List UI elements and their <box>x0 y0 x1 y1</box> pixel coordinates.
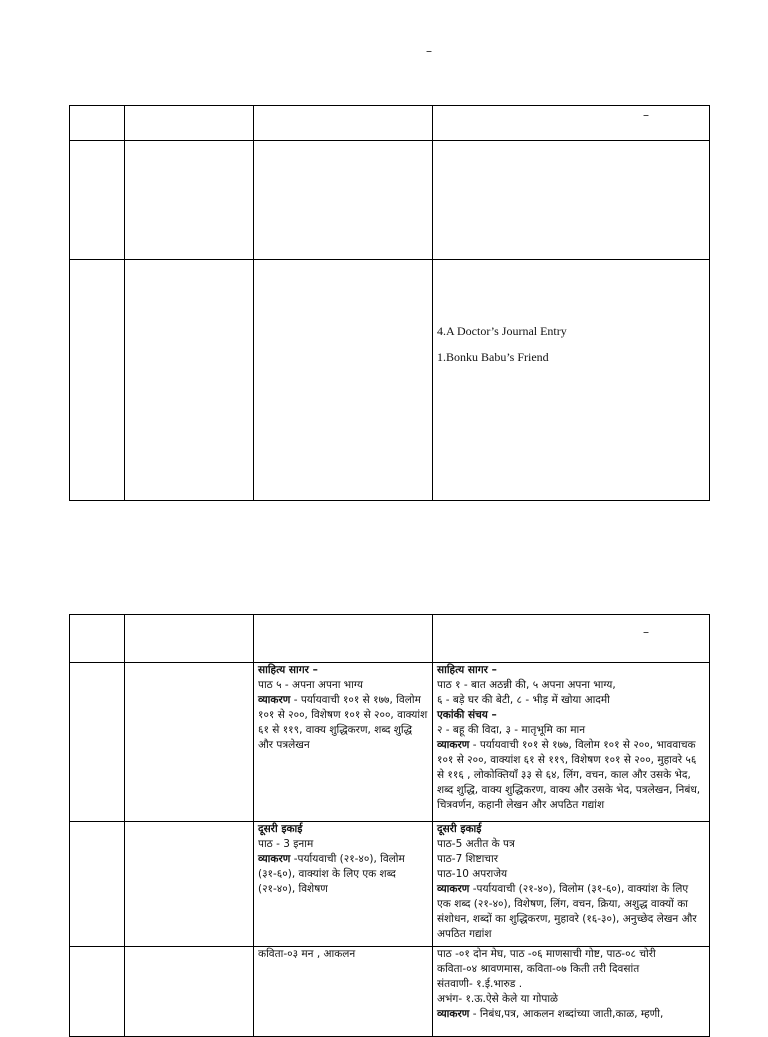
grammar-text: - निबंध,पत्र, आकलन शब्दांच्या जाती,काळ, म्हणी, <box>469 1008 664 1020</box>
lesson-line: कविता-०३ मन , आकलन <box>258 948 356 960</box>
syllabus-table-1 <box>69 105 710 501</box>
section-heading: दूसरी इकाई <box>258 823 303 835</box>
lesson-line: पाठ - 3 इनाम <box>258 838 314 850</box>
table-row <box>70 260 710 501</box>
table-cell <box>125 141 254 260</box>
page-top-dash: – <box>426 44 432 58</box>
section-heading: साहित्य सागर – <box>258 664 318 676</box>
table-cell <box>125 663 254 822</box>
lesson-line: पाठ-7 शिष्टाचार <box>437 853 498 865</box>
lesson-line: ६ - बड़े घर की बेटी, ८ - भीड़ में खोया आदमी <box>437 694 610 706</box>
lesson-item: 4.A Doctor’s Journal Entry <box>437 324 567 338</box>
table-cell <box>254 106 433 141</box>
table-cell <box>125 106 254 141</box>
table-cell <box>70 822 125 947</box>
section-subheading: एकांकी संचय – <box>437 709 497 721</box>
marathi-col4-cell <box>433 947 710 1037</box>
table-cell <box>254 260 433 501</box>
table-cell <box>70 106 125 141</box>
table-cell <box>254 615 433 663</box>
table-row <box>70 947 710 1037</box>
grammar-label: व्याकरण <box>437 1008 470 1020</box>
table-cell <box>254 141 433 260</box>
table-cell <box>125 260 254 501</box>
english-lessons-cell <box>433 260 710 501</box>
hindi-unit2-full-cell <box>433 822 710 947</box>
grammar-line <box>437 1007 705 1022</box>
syllabus-table-2 <box>69 614 710 1037</box>
table-row <box>70 141 710 260</box>
grammar-label: व्याकरण <box>437 883 470 895</box>
section-heading: दूसरी इकाई <box>437 823 482 835</box>
table-cell <box>125 615 254 663</box>
grammar-text: -पर्यायवाची (२१-४०), विलोम (३१-६०), वाक्यांश के लिए एक शब्द (२१-४०), विशेषण <box>258 853 405 895</box>
table-cell <box>70 141 125 260</box>
lesson-line: पाठ -०१ दोन मेघ, पाठ -०६ माणसाची गोष्ट, पाठ-०८ चोरी <box>437 948 656 960</box>
lesson-item: 1.Bonku Babu’s Friend <box>437 350 549 364</box>
table-header-row <box>70 615 710 663</box>
table-row <box>70 663 710 822</box>
grammar-label: व्याकरण <box>437 739 470 751</box>
table-row <box>70 822 710 947</box>
section-heading: साहित्य सागर – <box>437 664 497 676</box>
grammar-text: - पर्यायवाची १०१ से १७७, विलोम १०१ से २००, विशेषण १०१ से २००, वाक्यांश ६१ से ११९, वाक्य शुद्धिकरण, शब्द शुद्धि और पत्रलेखन <box>258 694 428 751</box>
table-cell <box>70 260 125 501</box>
table-cell <box>125 822 254 947</box>
grammar-line <box>437 738 705 813</box>
hindi-unit2-cell <box>254 822 433 947</box>
lesson-line: पाठ-5 अतीत के पत्र <box>437 838 515 850</box>
table-cell <box>70 615 125 663</box>
table-cell <box>125 947 254 1037</box>
grammar-label: व्याकरण <box>258 853 291 865</box>
table-cell <box>70 663 125 822</box>
lesson-line: पाठ ५ - अपना अपना भाग्य <box>258 679 363 691</box>
lesson-line: संतवाणी- १.ई.भारुड . <box>437 978 523 990</box>
table-cell <box>70 947 125 1037</box>
lesson-line: पाठ-10 अपराजेय <box>437 868 508 880</box>
lesson-line: पाठ १ - बात अठन्नी की, ५ अपना अपना भाग्य, <box>437 679 616 691</box>
grammar-label: व्याकरण <box>258 694 291 706</box>
grammar-text: -पर्यायवाची (२१-४०), विलोम (३१-६०), वाक्यांश के लिए एक शब्द (२१-४०), विशेषण, लिंग, वचन, क्रिया, अशुद्ध वाक्यों का संशोधन, शब्दों का शुद्धिकरण, मुहावरे (१६-३०), अनुच्छेद लेखन और अपठित गद्यांश <box>437 883 697 940</box>
lesson-line: अभंग- १.ऊ.ऐसे केले या गोपाळे <box>437 993 559 1005</box>
lesson-line: २ - बहू की विदा, ३ - मातृभूमि का मान <box>437 724 586 736</box>
grammar-text: - पर्यायवाची १०१ से १७७, विलोम १०१ से २००, भाववाचक १०१ से २००, वाक्यांश ६१ से ११९, विशेषण १०१ से २००, मुहावरे ५६ से ११६ , लोकोक्तियाँ ३३ से ६४, लिंग, वचन, काल और उसके भेद, शब्द शुद्धि, वाक्य शुद्धिकरण, वाक्य और उसके भेद, पत्रलेखन, निबंध, चित्रवर्णन, कहानी लेखन और अपठित गद्यांश <box>437 739 701 811</box>
grammar-line <box>258 693 428 753</box>
table-cell <box>433 141 710 260</box>
hindi-term1-cell <box>254 663 433 822</box>
marathi-col3-cell <box>254 947 433 1037</box>
header-dash: – <box>433 615 710 663</box>
lesson-line: कविता-०४ श्रावणमास, कविता-०७ किती तरी दिवसांत <box>437 963 640 975</box>
hindi-term1-full-cell <box>433 663 710 822</box>
grammar-line <box>437 882 705 942</box>
table-header-row <box>70 106 710 141</box>
grammar-line <box>258 852 428 897</box>
header-dash: – <box>433 106 710 141</box>
